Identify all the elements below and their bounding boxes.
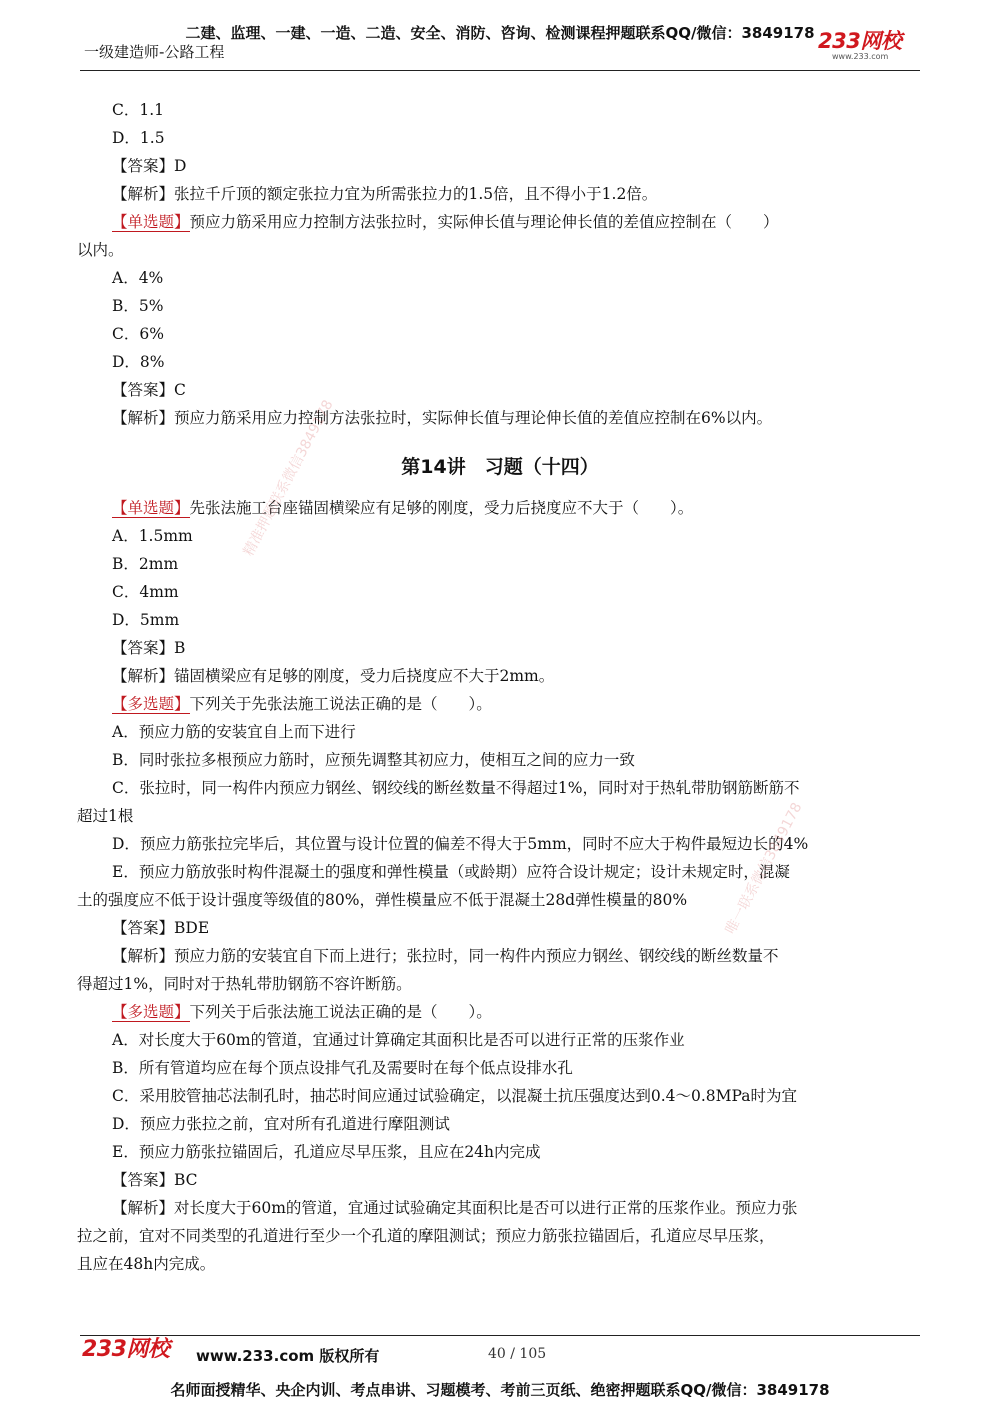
question-stem (112, 212, 779, 232)
logo (818, 30, 918, 61)
text-line (112, 918, 209, 938)
line-text: C．采用胶管抽芯法制孔时，抽芯时间应通过试验确定，以混凝土抗压强度达到0.4～0.8MPa时为宜 (112, 1087, 798, 1105)
text-line (112, 1058, 573, 1078)
copyright: www.233.com 版权所有 (196, 1347, 380, 1365)
text-line (112, 722, 356, 742)
text-line (112, 268, 163, 288)
logo-text: 233网校 (818, 29, 902, 53)
text-line (112, 1114, 450, 1134)
page-number: 40 / 105 (488, 1346, 547, 1362)
line-text: 拉之前，宜对不同类型的孔道进行至少一个孔道的摩阻测试；预应力筋张拉锚固后，孔道应尽早压浆， (77, 1227, 775, 1245)
line-text: 【答案】B (112, 639, 186, 657)
line-text: D．预应力筋张拉完毕后，其位置与设计位置的偏差不得大于5mm，同时不应大于构件最短边长的4% (112, 835, 809, 853)
text-line (77, 974, 412, 994)
header-subtitle: 一级建造师-公路工程 (84, 43, 225, 61)
line-text: 土的强度应不低于设计强度等级值的80%，弹性模量应不低于混凝土28d弹性模量的80% (77, 891, 688, 909)
text-line (112, 1142, 541, 1162)
text-line (112, 582, 179, 602)
text-line (112, 778, 799, 798)
line-text: C．张拉时，同一构件内预应力钢丝、钢绞线的断丝数量不得超过1%，同时对于热轧带肋钢筋断筋不 (112, 779, 800, 797)
text-line (77, 1226, 775, 1246)
line-text: 【答案】D (112, 157, 187, 175)
line-text: A．4% (112, 269, 164, 287)
bottom-banner: 名师面授精华、央企内训、考点串讲、习题模考、考前三页纸、绝密押题联系QQ/微信：3849178 (170, 1381, 830, 1399)
line-text: B．5% (112, 297, 164, 315)
line-text: 【解析】预应力筋的安装宜自下而上进行；张拉时，同一构件内预应力钢丝、钢绞线的断丝数量不 (112, 947, 779, 965)
text-line (112, 526, 193, 546)
header-rule (80, 70, 920, 71)
text-line (112, 100, 164, 120)
text-line (112, 324, 164, 344)
line-text: D．5mm (112, 611, 180, 629)
line-text: E．预应力筋放张时构件混凝土的强度和弹性模量（或龄期）应符合设计规定；设计未规定时，混凝 (112, 863, 790, 881)
line-text: 【答案】BDE (112, 919, 210, 937)
line-text: 【解析】预应力筋采用应力控制方法张拉时，实际伸长值与理论伸长值的差值应控制在6%以内。 (112, 409, 773, 427)
text-line (112, 408, 772, 428)
line-text: D．预应力张拉之前，宜对所有孔道进行摩阻测试 (112, 1115, 450, 1133)
text-line (112, 862, 790, 882)
line-text: 下列关于先张法施工说法正确的是（ ）。 (189, 695, 492, 713)
line-text: A．对长度大于60m的管道，宜通过计算确定其面积比是否可以进行正常的压浆作业 (112, 1031, 685, 1049)
line-text: 【解析】锚固横梁应有足够的刚度，受力后挠度应不大于2mm。 (112, 667, 555, 685)
text-line (112, 834, 808, 854)
line-text: A．预应力筋的安装宜自上而下进行 (112, 723, 356, 741)
line-text: 下列关于后张法施工说法正确的是（ ）。 (189, 1003, 492, 1021)
line-text: B．2mm (112, 555, 179, 573)
line-text: C．4mm (112, 583, 179, 601)
text-line (112, 610, 179, 630)
line-text: 【答案】BC (112, 1171, 198, 1189)
line-text: A．1.5mm (112, 527, 193, 545)
line-text: C．6% (112, 325, 164, 343)
footer-logo-text: 233网校 (82, 1337, 170, 1362)
line-text: 【解析】对长度大于60m的管道，宜通过试验确定其面积比是否可以进行正常的压浆作业。预应力张 (112, 1199, 798, 1217)
line-text: B．所有管道均应在每个顶点设排气孔及需要时在每个低点设排水孔 (112, 1059, 573, 1077)
watermark: 精准押题联系微信3849178 (240, 397, 337, 559)
text-line (112, 666, 554, 686)
text-line (112, 128, 165, 148)
line-text: D．8% (112, 353, 165, 371)
question-stem (112, 694, 492, 714)
top-banner: 二建、监理、一建、一造、二造、安全、消防、咨询、检测课程押题联系QQ/微信：3849178 (185, 24, 815, 42)
text-line (112, 1030, 685, 1050)
watermark: 唯一联系微信3849178 (722, 800, 806, 937)
question-stem (112, 1002, 492, 1022)
text-line (77, 890, 687, 910)
text-line (112, 184, 657, 204)
logo-url: www.233.com (832, 52, 889, 61)
text-line (112, 156, 186, 176)
line-text: 且应在48h内完成。 (77, 1255, 216, 1273)
text-line (112, 638, 185, 658)
text-line (77, 806, 133, 826)
line-text: D．1.5 (112, 129, 165, 147)
line-text: 先张法施工台座锚固横梁应有足够的刚度，受力后挠度应不大于（ ）。 (189, 499, 694, 517)
line-text: 超过1根 (77, 807, 134, 825)
text-line (77, 240, 124, 260)
text-line (112, 1198, 797, 1218)
question-stem (112, 498, 693, 518)
footer-logo (82, 1339, 169, 1361)
text-line (112, 296, 163, 316)
line-text: 以内。 (77, 241, 124, 259)
text-line (112, 946, 779, 966)
line-text: 【答案】C (112, 381, 186, 399)
question-type-tag: 【单选题】 (112, 213, 190, 231)
text-line (77, 1254, 215, 1274)
text-line (112, 554, 178, 574)
text-line (112, 1086, 797, 1106)
question-type-tag: 【多选题】 (112, 1003, 190, 1021)
question-type-tag: 【单选题】 (112, 499, 190, 517)
line-text: E．预应力筋张拉锚固后，孔道应尽早压浆，且应在24h内完成 (112, 1143, 541, 1161)
section-title: 第14讲 习题（十四） (401, 456, 599, 478)
line-text: 【解析】张拉千斤顶的额定张拉力宜为所需张拉力的1.5倍，且不得小于1.2倍。 (112, 185, 658, 203)
line-text: 预应力筋采用应力控制方法张拉时，实际伸长值与理论伸长值的差值应控制在（ ） (189, 213, 779, 231)
line-text: B．同时张拉多根预应力筋时，应预先调整其初应力，使相互之间的应力一致 (112, 751, 635, 769)
text-line (112, 1170, 198, 1190)
text-line (112, 352, 165, 372)
text-line (112, 750, 635, 770)
footer-rule (80, 1335, 920, 1336)
text-line (112, 380, 186, 400)
line-text: 得超过1%，同时对于热轧带肋钢筋不容许断筋。 (77, 975, 412, 993)
question-type-tag: 【多选题】 (112, 695, 190, 713)
line-text: C．1.1 (112, 101, 165, 119)
